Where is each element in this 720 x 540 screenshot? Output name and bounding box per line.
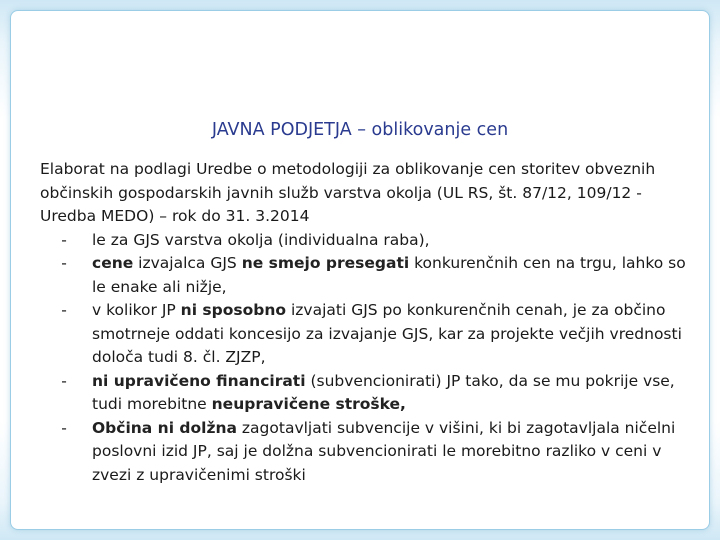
item-emphasis: neupravičene stroške,: [211, 395, 406, 413]
slide-title: JAVNA PODJETJA – oblikovanje cen: [211, 120, 509, 140]
item-emphasis: cene: [92, 254, 134, 272]
bullet-dash: -: [61, 230, 67, 249]
bullet-dash: -: [61, 254, 67, 272]
bullet-dash: -: [61, 371, 67, 390]
intro-paragraph: Elaborat na podlagi Uredbe o metodologiji za oblikovanje cen storitev obveznih občinskih gospodarskih javnih služb varstva okolja (UL RS, št. 87/12, 109/12 - Uredba MEDO) – rok do 31. 3.2014: [40, 160, 656, 225]
bullet-list: [40, 229, 690, 488]
item-text: konkurenčnih cen na trgu, lahko so le enake ali nižje,: [92, 254, 686, 296]
item-emphasis: ni sposobno: [180, 301, 287, 319]
slide-body: [40, 158, 690, 487]
item-text: v kolikor JP: [92, 301, 181, 319]
item-text: izvajalca GJS: [133, 254, 242, 272]
item-emphasis: Občina ni dolžna: [92, 418, 237, 437]
item-text: zagotavljati subvencije v višini, ki bi zagotavljala ničelni poslovni izid JP, saj je dolžna subvencionirati le morebitno razliko v ceni v zvezi z upravičenimi stroški: [92, 418, 676, 484]
list-item: [40, 299, 690, 370]
item-text: le za GJS varstva okolja (individualna raba),: [92, 230, 430, 249]
bullet-dash: -: [61, 301, 67, 319]
list-item: [40, 229, 690, 253]
list-item: [40, 370, 690, 417]
item-emphasis: ni upravičeno financirati: [92, 371, 306, 390]
item-emphasis: ne smejo presegati: [241, 254, 410, 272]
list-item: [40, 252, 690, 299]
item-text: izvajati GJS po konkurenčnih cenah, je za občino smotrneje oddati koncesijo za izvajanje GJS, kar za projekte večjih vrednosti določa tudi 8. čl. ZJZP,: [92, 301, 682, 366]
list-item: [40, 417, 690, 488]
item-text: (subvencionirati) JP tako, da se mu pokrije vse, tudi morebitne: [92, 371, 675, 413]
bullet-dash: -: [61, 418, 67, 437]
